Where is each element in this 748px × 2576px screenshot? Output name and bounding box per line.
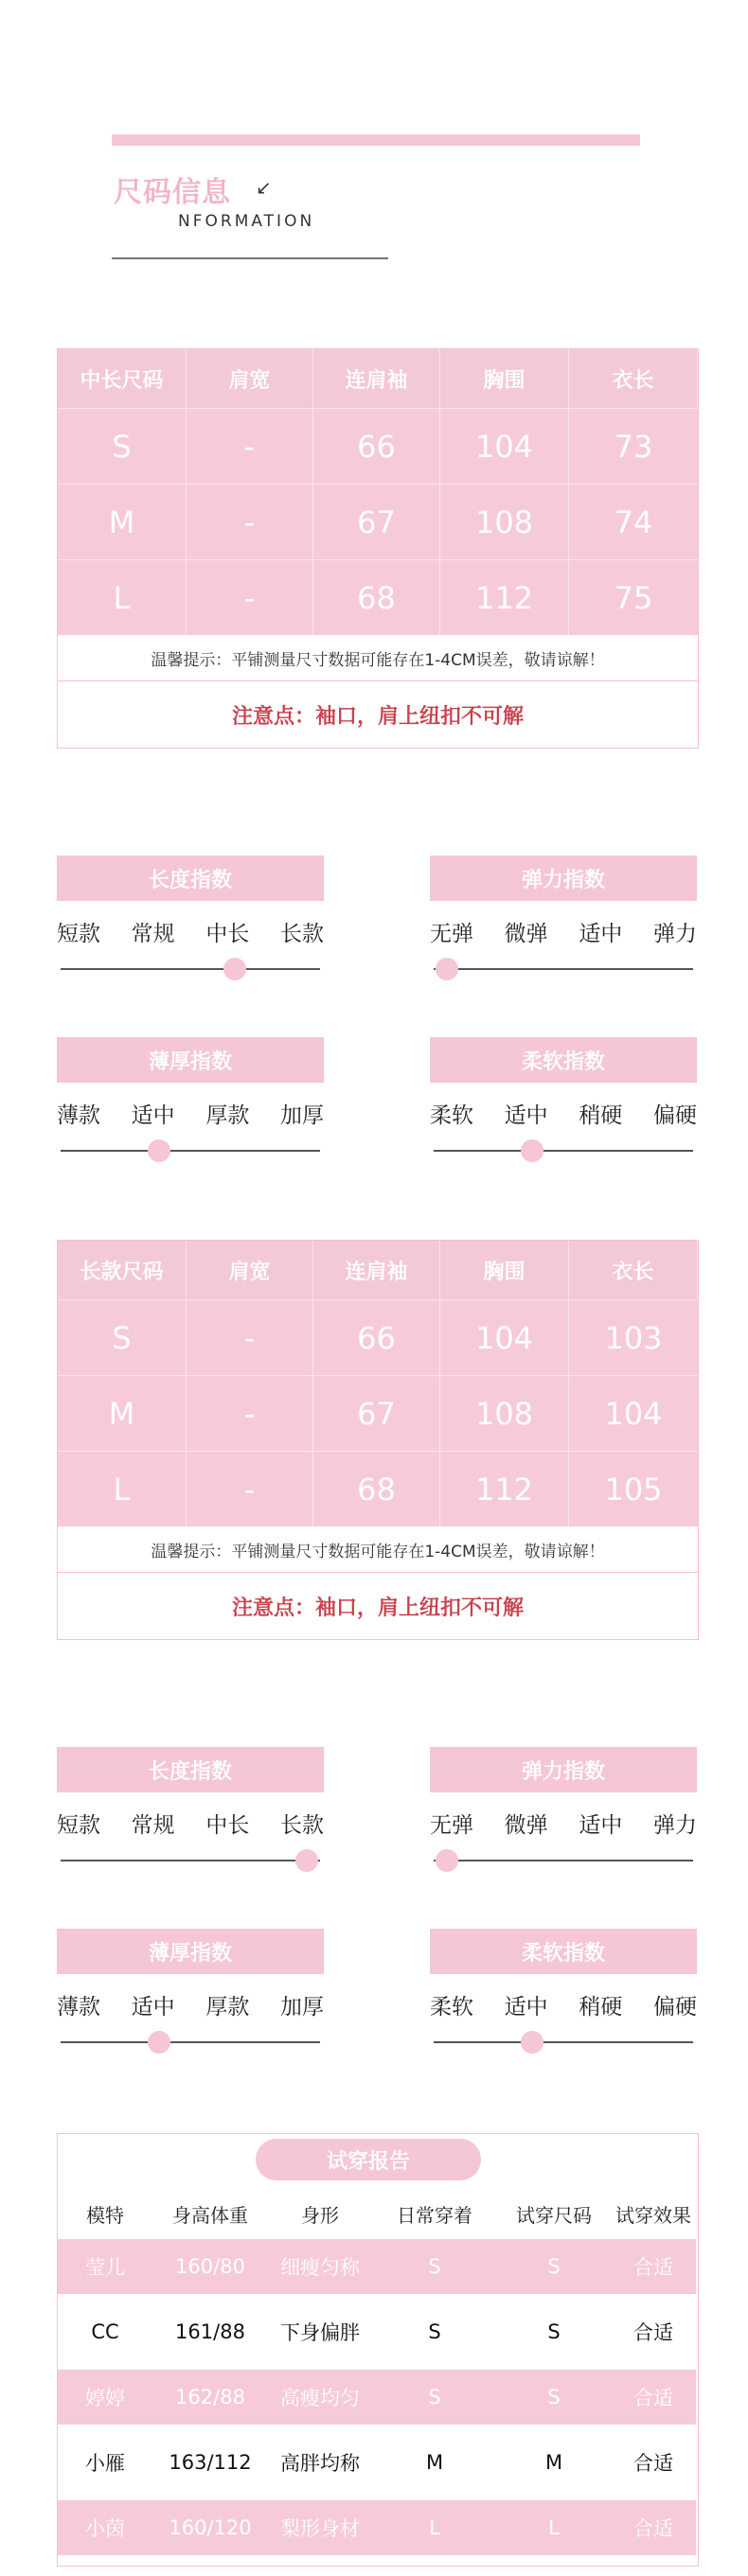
index-labels bbox=[57, 1808, 324, 1839]
report-cell: 下身偏胖 bbox=[268, 2294, 372, 2370]
report-header-cell: 试穿效果 bbox=[615, 2203, 691, 2227]
index-label: 常规 bbox=[131, 922, 175, 946]
table-cell: L bbox=[58, 559, 187, 635]
arrow-icon: ↙ bbox=[256, 176, 272, 199]
report-cell: 细瘦匀称 bbox=[268, 2239, 372, 2294]
index-label: 适中 bbox=[504, 1103, 548, 1128]
index-slider-dot bbox=[148, 1139, 170, 1162]
table-cell: - bbox=[187, 1375, 313, 1451]
index-thickness bbox=[57, 1929, 324, 2043]
report-cell: S bbox=[372, 2294, 497, 2370]
section-title: 尺码信息 bbox=[114, 176, 231, 209]
report-cell: S bbox=[372, 2239, 497, 2294]
table-cell: 75 bbox=[569, 559, 698, 635]
table-header-cell: 胸围 bbox=[440, 349, 569, 408]
index-label: 柔软 bbox=[430, 1995, 473, 2020]
table-cell: 66 bbox=[313, 408, 440, 484]
index-slider-dot bbox=[521, 2031, 543, 2054]
table-header-cell: 胸围 bbox=[440, 1241, 569, 1299]
table-cell: 68 bbox=[313, 559, 440, 635]
index-softness bbox=[430, 1929, 697, 2043]
table-header-cell: 衣长 bbox=[569, 1241, 698, 1299]
index-label: 微弹 bbox=[504, 922, 548, 946]
index-labels bbox=[57, 1989, 324, 2020]
index-length bbox=[57, 1747, 324, 1861]
index-slider-dot bbox=[436, 1849, 458, 1872]
index-label: 长款 bbox=[279, 922, 324, 946]
table-cell: - bbox=[187, 408, 313, 484]
index-title: 柔软指数 bbox=[430, 1037, 697, 1083]
table-cell: 73 bbox=[569, 408, 698, 484]
index-slider-dot bbox=[295, 1849, 318, 1872]
index-label: 常规 bbox=[131, 1813, 175, 1838]
index-label: 弹力 bbox=[652, 922, 697, 946]
report-cell: L bbox=[497, 2500, 611, 2555]
table-cell: 108 bbox=[440, 1375, 569, 1451]
measurement-tip: 温馨提示：平铺测量尺寸数据可能存在1-4CM误差，敬请谅解！ bbox=[58, 1526, 698, 1573]
index-label: 短款 bbox=[57, 1813, 100, 1838]
size-table-grid bbox=[58, 1241, 698, 1526]
index-slider-dot bbox=[436, 958, 458, 980]
table-header-cell: 肩宽 bbox=[187, 349, 313, 408]
table-cell: 104 bbox=[440, 408, 569, 484]
index-label: 厚款 bbox=[205, 1995, 250, 2020]
report-cell: M bbox=[372, 2425, 497, 2500]
index-label: 短款 bbox=[57, 922, 100, 946]
table-cell: 103 bbox=[569, 1299, 698, 1375]
report-cell: S bbox=[497, 2239, 611, 2294]
table-cell: M bbox=[58, 484, 187, 559]
report-cell: 高胖均称 bbox=[268, 2425, 372, 2500]
table-cell: 112 bbox=[440, 559, 569, 635]
index-slider-track bbox=[434, 2041, 693, 2043]
index-title: 薄厚指数 bbox=[57, 1037, 324, 1083]
index-label: 薄款 bbox=[57, 1103, 100, 1128]
section-subtitle: NFORMATION bbox=[178, 212, 315, 231]
report-cell: 莹儿 bbox=[58, 2239, 152, 2294]
index-label: 无弹 bbox=[430, 1813, 473, 1838]
index-labels bbox=[430, 1808, 697, 1839]
index-label: 偏硬 bbox=[652, 1995, 697, 2020]
report-header-cell: 日常穿着 bbox=[397, 2203, 472, 2227]
size-table-long bbox=[57, 1240, 699, 1640]
report-header-cell: 试穿尺码 bbox=[516, 2203, 592, 2227]
table-header-cell: 长款尺码 bbox=[58, 1241, 187, 1299]
index-title: 柔软指数 bbox=[430, 1929, 697, 1974]
index-label: 中长 bbox=[205, 922, 250, 946]
table-cell: 67 bbox=[313, 1375, 440, 1451]
table-cell: - bbox=[187, 1299, 313, 1375]
report-cell: 163/112 bbox=[152, 2425, 268, 2500]
report-cell: 高瘦均匀 bbox=[268, 2370, 372, 2425]
table-cell: 105 bbox=[569, 1451, 698, 1526]
report-cell: 合适 bbox=[611, 2239, 696, 2294]
table-cell: 112 bbox=[440, 1451, 569, 1526]
measurement-tip: 温馨提示：平铺测量尺寸数据可能存在1-4CM误差，敬请谅解！ bbox=[58, 635, 698, 681]
divider bbox=[112, 257, 388, 259]
index-label: 适中 bbox=[579, 1813, 623, 1838]
index-slider-track bbox=[434, 1860, 693, 1861]
table-cell: L bbox=[58, 1451, 187, 1526]
report-cell: CC bbox=[58, 2294, 152, 2370]
index-slider-dot bbox=[148, 2031, 170, 2054]
index-title: 长度指数 bbox=[57, 1747, 324, 1792]
index-elasticity bbox=[430, 856, 697, 970]
index-thickness bbox=[57, 1037, 324, 1152]
report-cell: L bbox=[372, 2500, 497, 2555]
index-slider-dot bbox=[223, 958, 246, 980]
report-cell: 160/80 bbox=[152, 2239, 268, 2294]
index-slider-track bbox=[61, 2041, 320, 2043]
report-cell: M bbox=[497, 2425, 611, 2500]
index-title: 弹力指数 bbox=[430, 1747, 697, 1792]
report-cell: 婷婷 bbox=[58, 2370, 152, 2425]
report-header-cell: 身形 bbox=[301, 2203, 339, 2227]
report-cell: 162/88 bbox=[152, 2370, 268, 2425]
index-label: 适中 bbox=[131, 1995, 175, 2020]
report-header-cell: 身高体重 bbox=[172, 2203, 248, 2227]
index-title: 薄厚指数 bbox=[57, 1929, 324, 1974]
table-header-cell: 中长尺码 bbox=[58, 349, 187, 408]
table-header-cell: 连肩袖 bbox=[313, 349, 440, 408]
index-label: 适中 bbox=[579, 922, 623, 946]
index-label: 加厚 bbox=[279, 1995, 324, 2020]
table-cell: - bbox=[187, 1451, 313, 1526]
report-cell: 合适 bbox=[611, 2294, 696, 2370]
table-cell: S bbox=[58, 408, 187, 484]
index-slider-track bbox=[61, 1860, 320, 1861]
index-slider-dot bbox=[521, 1139, 543, 1162]
index-title: 弹力指数 bbox=[430, 856, 697, 901]
report-cell: 160/120 bbox=[152, 2500, 268, 2555]
size-table-grid bbox=[58, 349, 698, 635]
index-label: 无弹 bbox=[430, 922, 473, 946]
report-cell: 161/88 bbox=[152, 2294, 268, 2370]
report-cell: 合适 bbox=[611, 2500, 696, 2555]
index-label: 弹力 bbox=[652, 1813, 697, 1838]
index-label: 中长 bbox=[205, 1813, 250, 1838]
size-table-midlength bbox=[57, 348, 699, 749]
index-length bbox=[57, 856, 324, 970]
index-labels bbox=[57, 916, 324, 947]
index-labels bbox=[430, 1989, 697, 2020]
index-slider-track bbox=[61, 968, 320, 970]
report-cell: S bbox=[497, 2370, 611, 2425]
index-label: 薄款 bbox=[57, 1995, 100, 2020]
index-labels bbox=[430, 916, 697, 947]
index-label: 微弹 bbox=[504, 1813, 548, 1838]
table-cell: S bbox=[58, 1299, 187, 1375]
index-label: 适中 bbox=[504, 1995, 548, 2020]
report-cell: S bbox=[372, 2370, 497, 2425]
report-cell: 小雁 bbox=[58, 2425, 152, 2500]
index-softness bbox=[430, 1037, 697, 1152]
care-note: 注意点：袖口，肩上纽扣不可解 bbox=[231, 1596, 524, 1620]
index-labels bbox=[430, 1098, 697, 1129]
index-labels bbox=[57, 1098, 324, 1129]
table-cell: - bbox=[187, 559, 313, 635]
index-label: 偏硬 bbox=[652, 1103, 697, 1128]
table-header-cell: 连肩袖 bbox=[313, 1241, 440, 1299]
header-bar bbox=[112, 134, 640, 146]
table-cell: 66 bbox=[313, 1299, 440, 1375]
index-label: 稍硬 bbox=[579, 1995, 623, 2020]
report-header-cell: 模特 bbox=[86, 2203, 124, 2227]
report-title: 试穿报告 bbox=[256, 2139, 481, 2180]
index-label: 加厚 bbox=[279, 1103, 324, 1128]
report-cell: 梨形身材 bbox=[268, 2500, 372, 2555]
report-cell: 小茵 bbox=[58, 2500, 152, 2555]
table-cell: 108 bbox=[440, 484, 569, 559]
table-cell: - bbox=[187, 484, 313, 559]
index-label: 厚款 bbox=[205, 1103, 250, 1128]
report-cell: 合适 bbox=[611, 2370, 696, 2425]
table-cell: 104 bbox=[569, 1375, 698, 1451]
index-label: 长款 bbox=[279, 1813, 324, 1838]
report-cell: S bbox=[497, 2294, 611, 2370]
index-slider-track bbox=[61, 1150, 320, 1152]
table-cell: 67 bbox=[313, 484, 440, 559]
report-cell: 合适 bbox=[611, 2425, 696, 2500]
index-label: 柔软 bbox=[430, 1103, 473, 1128]
index-label: 稍硬 bbox=[579, 1103, 623, 1128]
table-cell: 74 bbox=[569, 484, 698, 559]
index-title: 长度指数 bbox=[57, 856, 324, 901]
table-cell: M bbox=[58, 1375, 187, 1451]
table-cell: 68 bbox=[313, 1451, 440, 1526]
index-slider-track bbox=[434, 968, 693, 970]
index-elasticity bbox=[430, 1747, 697, 1861]
care-note: 注意点：袖口，肩上纽扣不可解 bbox=[231, 704, 524, 729]
index-label: 适中 bbox=[131, 1103, 175, 1128]
table-header-cell: 衣长 bbox=[569, 349, 698, 408]
table-header-cell: 肩宽 bbox=[187, 1241, 313, 1299]
table-cell: 104 bbox=[440, 1299, 569, 1375]
report-table bbox=[58, 2188, 696, 2555]
index-slider-track bbox=[434, 1150, 693, 1152]
